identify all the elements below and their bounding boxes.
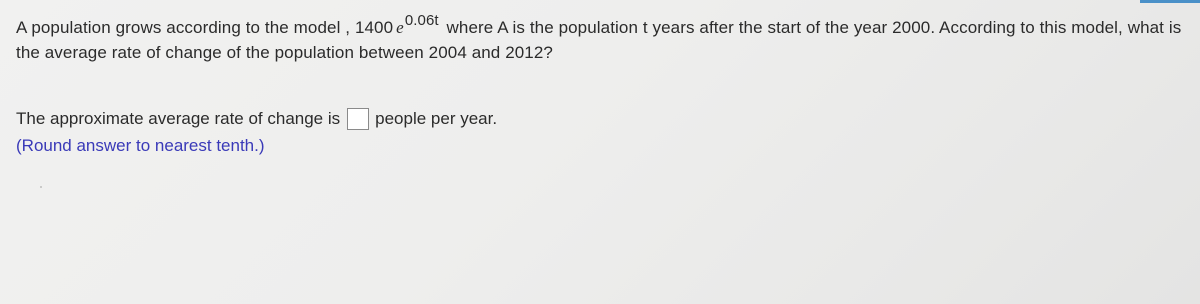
- answer-unit-label: people per year.: [375, 109, 498, 128]
- question-text: [16, 12, 1191, 65]
- background-speck: [40, 186, 42, 188]
- rounding-hint: (Round answer to nearest tenth.): [16, 136, 265, 155]
- math-exponent: 0.06t: [404, 12, 439, 29]
- question-body: where A is the population t years after the start of the year 2000. According to this model, what is the average rate of change of the population between 2004 and 2012?: [16, 18, 1182, 62]
- answer-row: [16, 107, 497, 131]
- question-intro: A population grows according to the model , 1400: [16, 18, 394, 37]
- top-accent-bar: [1140, 0, 1200, 3]
- math-base-e: e: [396, 18, 404, 37]
- answer-prefix-label: The approximate average rate of change is: [16, 109, 341, 128]
- answer-input[interactable]: [347, 108, 369, 130]
